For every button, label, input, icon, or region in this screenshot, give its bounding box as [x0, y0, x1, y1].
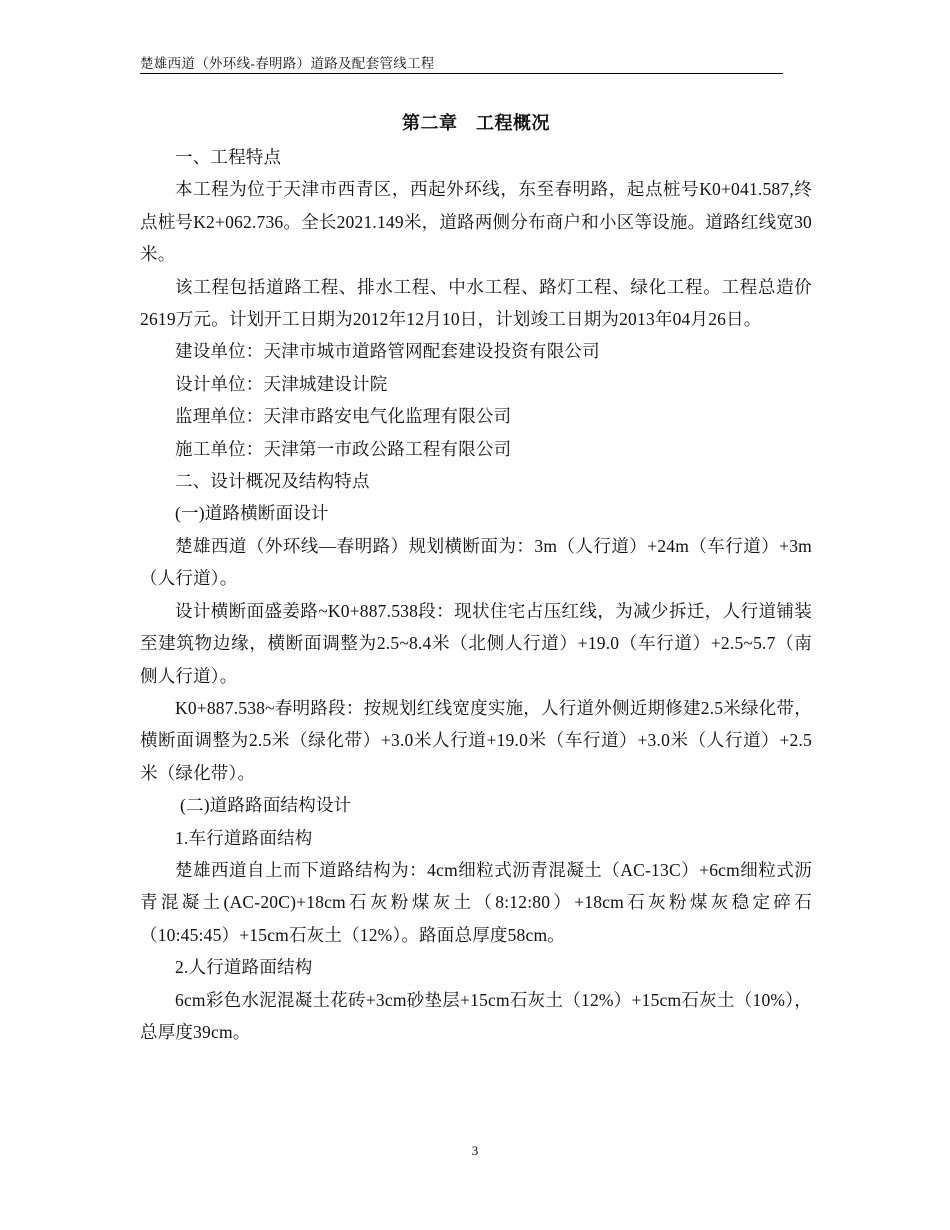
header-rule [140, 73, 783, 74]
party-line-client: 建设单位：天津市城市道路管网配套建设投资有限公司 [175, 341, 600, 362]
subsection-heading: 2.人行道路面结构 [175, 957, 313, 978]
party-line-designer: 设计单位：天津城建设计院 [175, 373, 388, 394]
page-body [140, 108, 812, 1048]
party-line-supervisor: 监理单位：天津市路安电气化监理有限公司 [175, 406, 512, 427]
chapter-title: 第二章 工程概况 [402, 113, 550, 133]
body-paragraph: K0+887.538~春明路段：按规划红线宽度实施，人行道外侧近期修建2.5米绿化带，横断面调整为2.5米（绿化带）+3.0米人行道+19.0米（车行道）+3.0米（人行道）+2.5米（绿化带）。 [140, 697, 812, 783]
section-heading: 二、设计概况及结构特点 [175, 471, 370, 492]
body-paragraph: 6cm彩色水泥混凝土花砖+3cm砂垫层+15cm石灰土（12%）+15cm石灰土（10%），总厚度39cm。 [140, 989, 812, 1042]
subsection-heading: (二)道路路面结构设计 [180, 795, 352, 816]
body-paragraph: 本工程为位于天津市西青区，西起外环线，东至春明路，起点桩号K0+041.587,终点桩号K2+062.736。全长2021.149米，道路两侧分布商户和小区等设施。道路红线宽30米。 [140, 179, 812, 265]
body-paragraph: 楚雄西道自上而下道路结构为：4cm细粒式沥青混凝土（AC-13C）+6cm细粒式沥青混凝土(AC-20C)+18cm石灰粉煤灰土（8:12:80）+18cm石灰粉煤灰稳定碎石（10:45:45）+15cm石灰土（12%）。路面总厚度58cm。 [140, 859, 812, 945]
running-header: 楚雄西道（外环线-春明路）道路及配套管线工程 [140, 56, 435, 71]
body-paragraph: 设计横断面盛姜路~K0+887.538段：现状住宅占压红线，为减少拆迁，人行道铺装至建筑物边缘，横断面调整为2.5~8.4米（北侧人行道）+19.0（车行道）+2.5~5.7（南侧人行道）。 [140, 600, 812, 686]
body-paragraph: 楚雄西道（外环线—春明路）规划横断面为：3m（人行道）+24m（车行道）+3m（人行道）。 [140, 535, 812, 589]
subsection-heading: (一)道路横断面设计 [175, 503, 329, 524]
body-paragraph: 该工程包括道路工程、排水工程、中水工程、路灯工程、绿化工程。工程总造价2619万元。计划开工日期为2012年12月10日，计划竣工日期为2013年04月26日。 [140, 276, 812, 330]
party-line-contractor: 施工单位：天津第一市政公路工程有限公司 [175, 438, 512, 459]
page-number: 3 [471, 1143, 479, 1158]
subsection-heading: 1.车行道路面结构 [175, 827, 313, 848]
section-heading: 一、工程特点 [175, 147, 282, 167]
